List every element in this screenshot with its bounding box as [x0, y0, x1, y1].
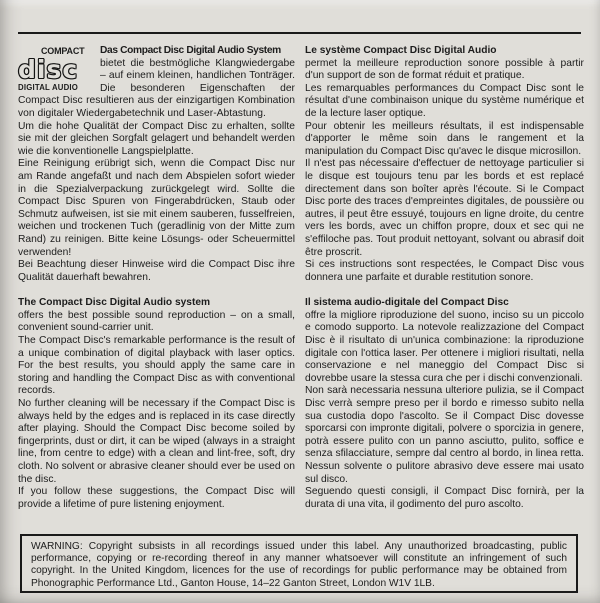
paragraph: offers the best possible sound reproduction – on a small, convenient sound-carrier unit. [18, 309, 295, 334]
paragraph: Il n'est pas nécessaire d'effectuer de nettoyage particulier si le disque est toujours tenu par les bords et est replacé directement dans son boîter après l'écoute. Si le Compact Disc porte des traces d'empreintes digitales, de poussière ou autres, il peut être essuyé, toujours en ligne droite, du centre vers les bords, avec un chiffon propre, doux et sec qui ne s'effiloche pas. Tout produit nettoyant, solvant ou abrasif doit être proscrit. [305, 158, 584, 258]
text-columns [18, 45, 584, 511]
paragraph: If you follow these suggestions, the Compact Disc will provide a lifetime of pure listening enjoyment. [18, 486, 295, 510]
paragraph: Seguendo questi consigli, il Compact Disc fornirà, per la durata di una vita, il godimento del puro ascolto. [305, 486, 584, 510]
paragraph: Pour obtenir les meilleurs résultats, il est indispensable d'apporter le même soin dans le rangement et la manipulation du Compact Disc qu'avec le disque microsillon. [305, 120, 584, 157]
section-italian [305, 297, 584, 511]
section-french [305, 45, 584, 284]
paragraph: Non sarà necessaria nessuna ulteriore pulizia, se il Compact Disc verrà sempre preso per il bordo e rimesso subito nella sua custodia dopo l'ascolto. Se il Compact Disc dovesse sporcarsi con impronte digitali, polvere o sporcizia in genere, potrà essere pulito con un panno asciutto, pulito, soffice e senza sfilacciature, sempre dal centro al bordo, in linea retta. Nessun solvente o pulitore abrasivo deve essere mai usato sul disco. [305, 385, 584, 485]
paragraph: The Compact Disc's remarkable performance is the result of a unique combination of digital playback with laser optics. For the best results, you should apply the same care in storing and handling the Compact Disc as with conventional records. [18, 335, 295, 397]
paragraph: Eine Reinigung erübrigt sich, wenn die Compact Disc nur am Rande angefaßt und nach dem Abspielen sofort wieder in die Spezialverpackung zurückgelegt wird. Sollte die Compact Disc Spuren von Fingerabdrücken, Staub oder Schmutz aufweisen, ist sie mit einem sauberen, fusselfreien, weichen und trockenen Tuch (geradlinig von der Mitte zum Rand) zu reinigen. Bitte keine Lösungs- oder Scheuermittel verwenden! [18, 158, 295, 258]
paragraph: Bei Beachtung dieser Hinweise wird die Compact Disc ihre Qualität dauerhaft bewahren. [18, 259, 295, 283]
paragraph: No further cleaning will be necessary if the Compact Disc is always held by the edges and is replaced in its case directly after playing. Should the Compact Disc become soiled by fingerprints, dust or dirt, it can be wiped (always in a straight line, from centre to edge) with a clean and lint-free, soft, dry cloth. No solvent or abrasive cleaner should ever be used on the disc. [18, 398, 295, 485]
paragraph: Si ces instructions sont respectées, le Compact Disc vous donnera une parfaite et durable restitution sonore. [305, 259, 584, 283]
lead-paragraph [18, 45, 295, 121]
copyright-warning-text: WARNING: Copyright subsists in all recordings issued under this label. Any unauthorized broadcasting, public performance, copying or re-recording thereof in any manner whatsoever will constitute an infringement of such copyright. In the United Kingdom, licences for the use of recordings for public performance may be obtained from Phonographic Performance Ltd., Ganton House, 14–22 Ganton Street, London W1V 1LB. [31, 541, 567, 589]
logo-digital-audio-text: DIGITAL AUDIO [18, 83, 79, 93]
section-heading-english: The Compact Disc Digital Audio system [18, 297, 211, 309]
section-heading-german: Das Compact Disc Digital Audio System [100, 45, 281, 56]
section-heading-italian: Il sistema audio-digitale del Compact Disc [305, 297, 509, 309]
logo-disc-text: disc [18, 54, 79, 84]
copyright-warning-box [20, 534, 578, 593]
compact-disc-digital-audio-logo [18, 46, 94, 93]
paragraph: Les remarquables performances du Compact Disc sont le résultat d'une combinaison unique du système numérique et de la lecture laser optique. [305, 82, 584, 119]
paragraph: offre la migliore riproduzione del suono, inciso su un piccolo e comodo supporto. La notevole realizzazione del Compact Disc è il risultato di un'unica combinazione: la riproduzione digitale con l'ottica laser. Per ottenere i migliori risultati, nella conservazione e nel maneggio del Compact Disc si dovrebbe usare la stessa cura che per i dischi convenzionali. [305, 309, 584, 384]
logo-compact-text: COMPACT [41, 46, 85, 56]
paragraph: permet la meilleure reproduction sonore possible à partir d'un support de son de format réduit et pratique. [305, 57, 584, 82]
paragraph: bietet die bestmögliche Klangwiedergabe – auf einem kleinen, handlichen Tonträger. Die besonderen Eigenschaften der Compact Disc resultieren aus der einzigartigen Kombination von digitaler Wiedergabetechnik und Laser-Abtastung. [18, 57, 295, 119]
paragraph: Um die hohe Qualität der Compact Disc zu erhalten, sollte sie mit der gleichen Sorgfalt gelagert und behandelt werden wie die konventionelle Langspielplatte. [18, 120, 295, 157]
section-german [18, 45, 295, 284]
top-divider-rule [18, 32, 581, 34]
section-english [18, 297, 295, 511]
section-heading-french: Le système Compact Disc Digital Audio [305, 45, 497, 56]
